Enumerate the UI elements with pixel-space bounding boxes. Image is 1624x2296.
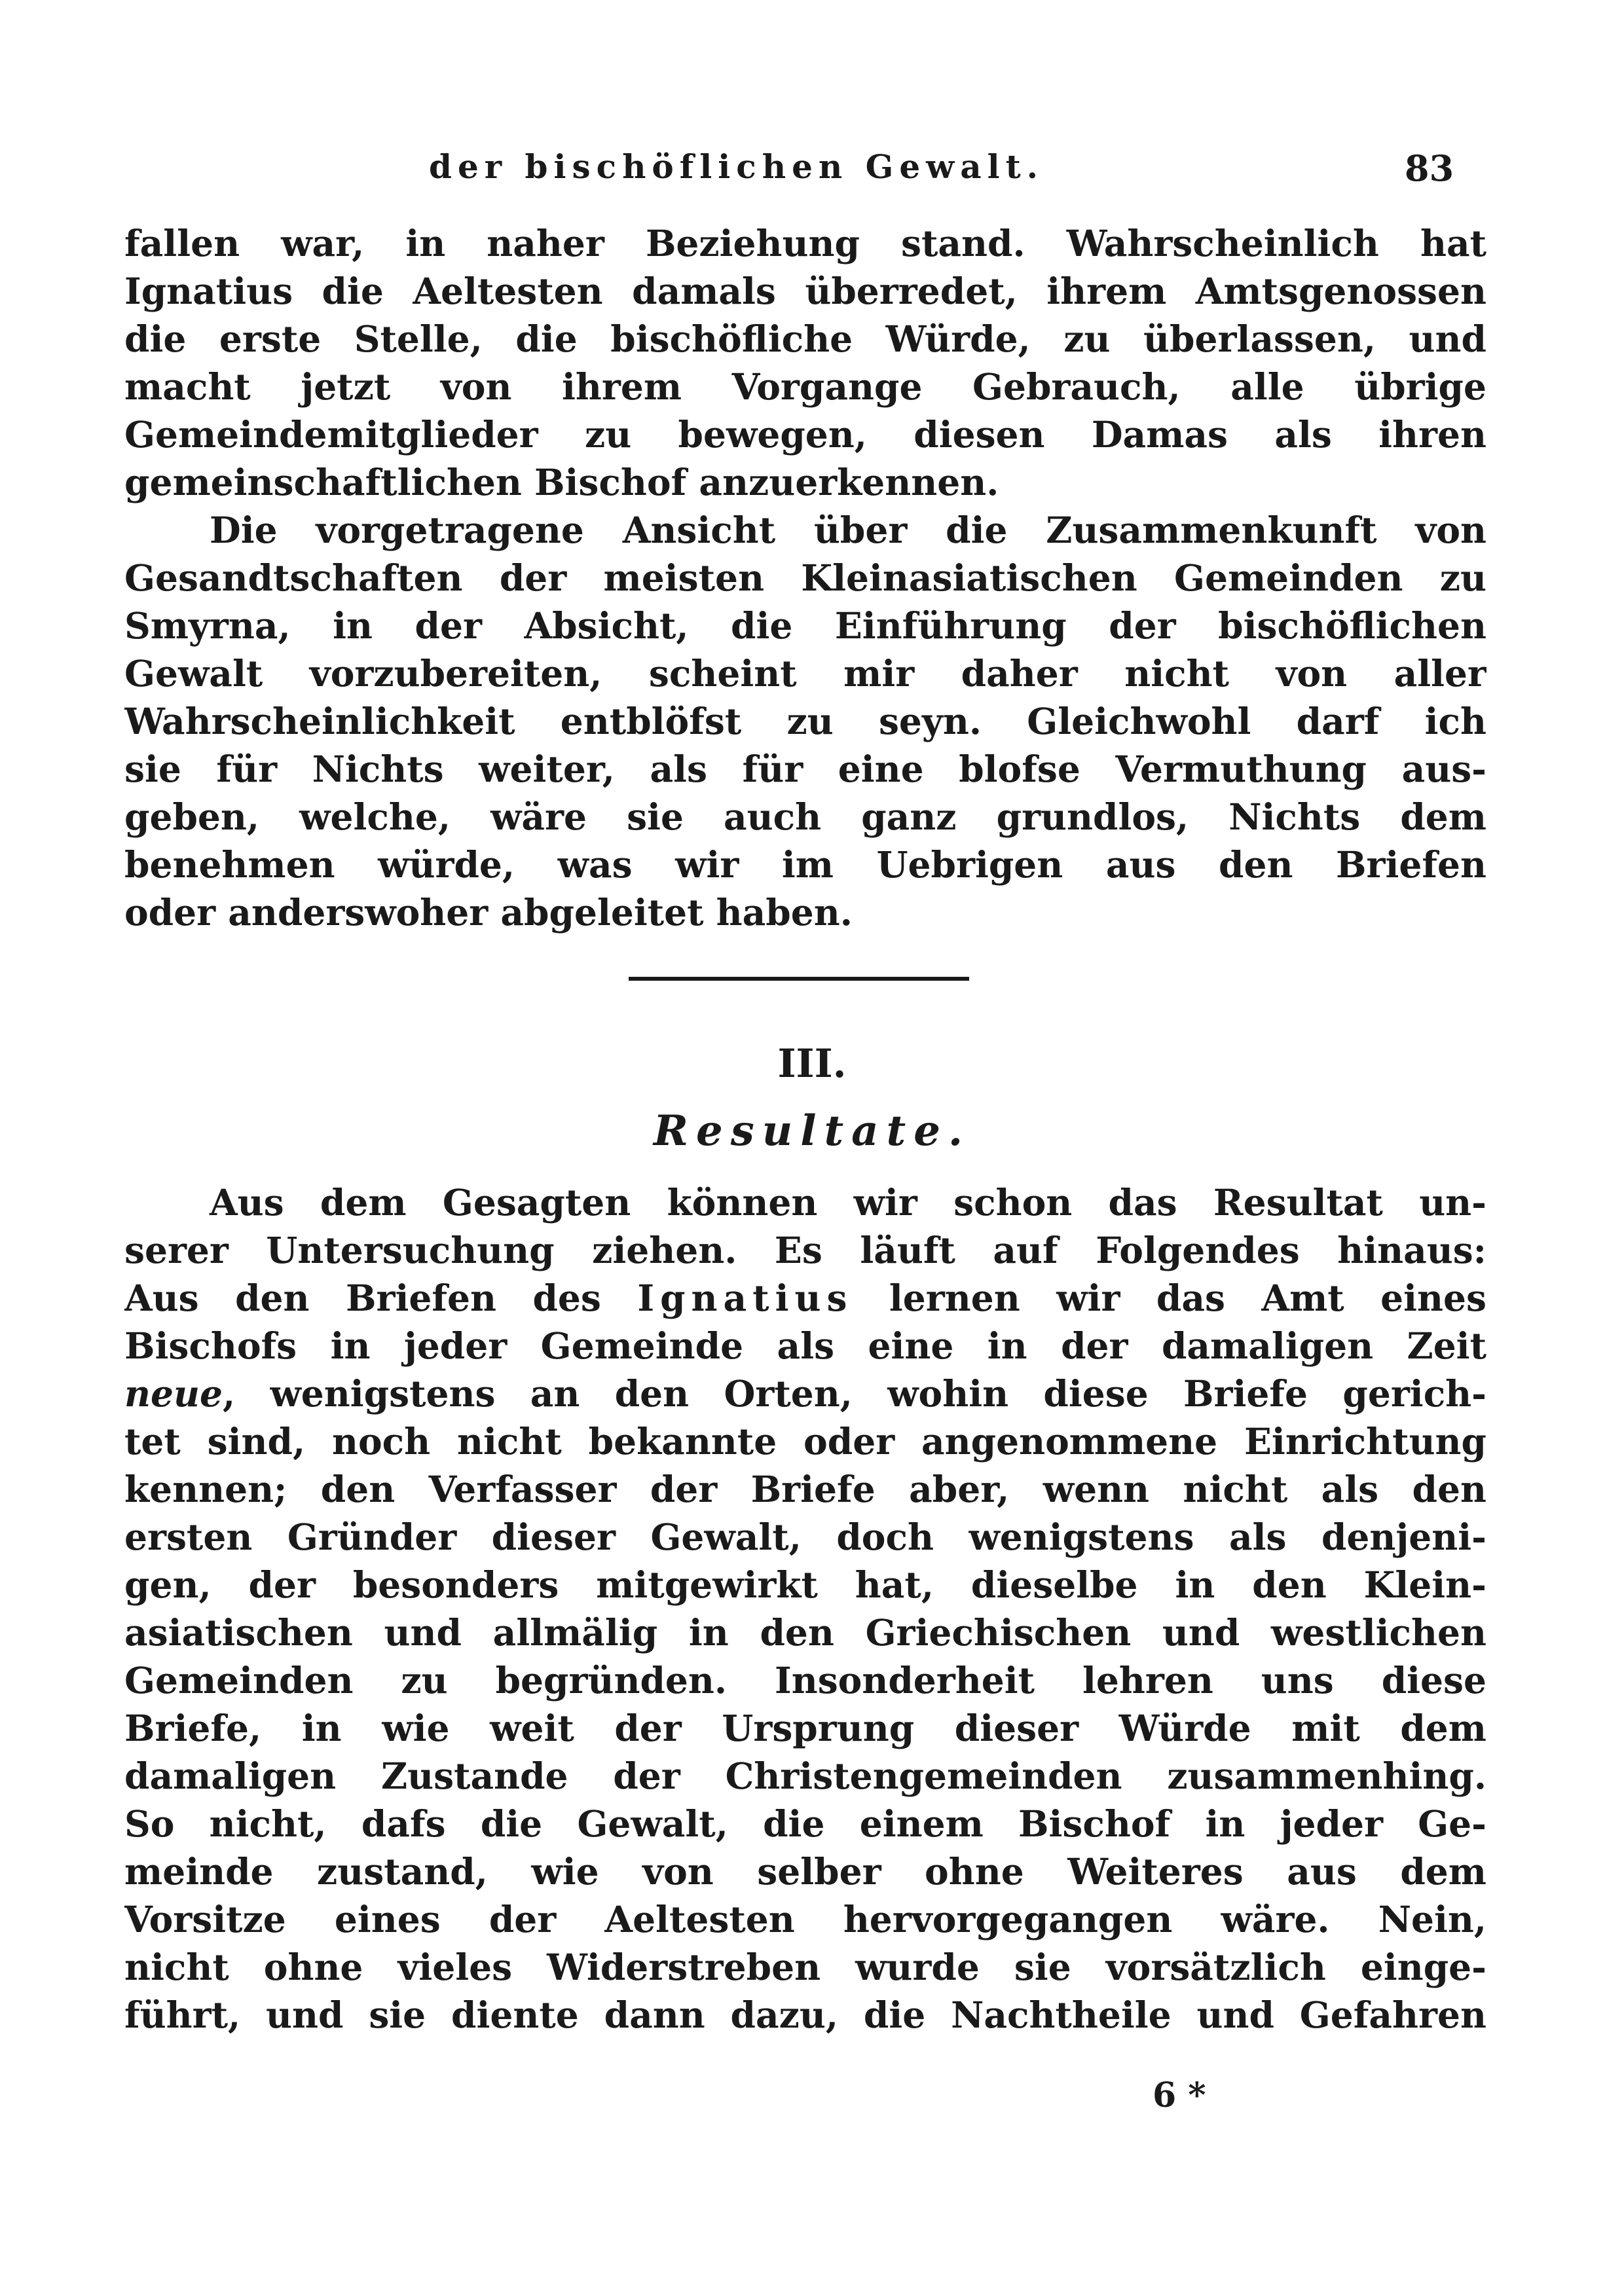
text-line: macht jetzt von ihrem Vorgange Gebrauch, alle übrige: [124, 365, 1486, 408]
text-line: [124, 1274, 1486, 1322]
text-line: Gesandtschaften der meisten Kleinasiatischen Gemeinden zu: [124, 556, 1486, 599]
text-line: fallen war, in naher Beziehung stand. Wahrscheinlich hat: [124, 222, 1486, 264]
emphasized-word: neue: [124, 1372, 223, 1415]
text-line: Smyrna, in der Absicht, die Einführung der bischöflichen: [124, 604, 1486, 647]
text-line: meinde zustand, wie von selber ohne Weiteres aus dem: [124, 1850, 1486, 1893]
running-head: der bischöflichen Gewalt.: [429, 147, 1044, 186]
text-line: Gewalt vorzubereiten, scheint mir daher nicht von aller: [124, 652, 1486, 695]
text-line: Ignatius die Aeltesten damals überredet, ihrem Amtsgenossen: [124, 270, 1486, 312]
text-line: Vorsitze eines der Aeltesten hervorgegangen wäre. Nein,: [124, 1898, 1486, 1941]
text-line: [124, 1370, 1486, 1417]
text-line: Gemeindemitglieder zu bewegen, diesen Damas als ihren: [124, 413, 1486, 456]
text-line: Bischofs in jeder Gemeinde als eine in der damaligen Zeit: [124, 1324, 1486, 1367]
text-segment: , wenigstens an den Orten, wohin diese Briefe gerich-: [222, 1372, 1486, 1415]
text-line: tet sind, noch nicht bekannte oder angenommene Einrichtung: [124, 1420, 1486, 1463]
text-line: gemeinschaftlichen Bischof anzuerkennen.: [124, 461, 999, 503]
paragraph-1: [124, 219, 1486, 506]
section-title: Resultate.: [653, 1106, 971, 1156]
text-line: oder anderswoher abgeleitet haben.: [124, 891, 853, 934]
text-line: Briefe, in wie weit der Ursprung dieser Würde mit dem: [124, 1707, 1486, 1749]
section-divider: [629, 977, 969, 981]
text-line: geben, welche, wäre sie auch ganz grundlos, Nichts dem: [124, 795, 1486, 838]
section-number: III.: [777, 1041, 847, 1087]
text-line: die erste Stelle, die bischöfliche Würde, zu überlassen, und: [124, 318, 1486, 360]
text-line: führt, und sie diente dann dazu, die Nachtheile und Gefahren: [124, 1994, 1486, 2036]
text-line: sie für Nichts weiter, als für eine blofse Vermuthung aus-: [124, 748, 1486, 790]
text-line: gen, der besonders mitgewirkt hat, dieselbe in den Klein-: [124, 1563, 1486, 1606]
text-line: nicht ohne vieles Widerstreben wurde sie vorsätzlich einge-: [124, 1946, 1486, 1988]
text-segment: lernen wir das Amt eines: [889, 1277, 1486, 1319]
text-line: Gemeinden zu begründen. Insonderheit lehren uns diese: [124, 1659, 1486, 1702]
author-name: Ignatius: [637, 1277, 853, 1319]
text-line: kennen; den Verfasser der Briefe aber, wenn nicht als den: [124, 1468, 1486, 1510]
text-line: Die vorgetragene Ansicht über die Zusammenkunft von: [210, 509, 1486, 551]
text-line: Aus dem Gesagten können wir schon das Resultat un-: [210, 1181, 1486, 1224]
paragraph-2: [124, 506, 1486, 936]
text-line: serer Untersuchung ziehen. Es läuft auf Folgendes hinaus:: [124, 1229, 1486, 1271]
paragraph-3: [124, 1178, 1486, 2039]
text-line: damaligen Zustande der Christengemeinden zusammenhing.: [124, 1755, 1486, 1797]
signature-mark: 6 *: [1153, 2075, 1206, 2115]
text-line: benehmen würde, was wir im Uebrigen aus den Briefen: [124, 843, 1486, 886]
text-line: ersten Gründer dieser Gewalt, doch wenigstens als denjeni-: [124, 1516, 1486, 1558]
page-number: 83: [1405, 147, 1454, 189]
text-segment: Aus den Briefen des: [124, 1277, 601, 1319]
text-line: asiatischen und allmälig in den Griechischen und westlichen: [124, 1611, 1486, 1654]
text-line: Wahrscheinlichkeit entblöfst zu seyn. Gleichwohl darf ich: [124, 700, 1486, 742]
text-line: So nicht, dafs die Gewalt, die einem Bischof in jeder Ge-: [124, 1802, 1486, 1845]
